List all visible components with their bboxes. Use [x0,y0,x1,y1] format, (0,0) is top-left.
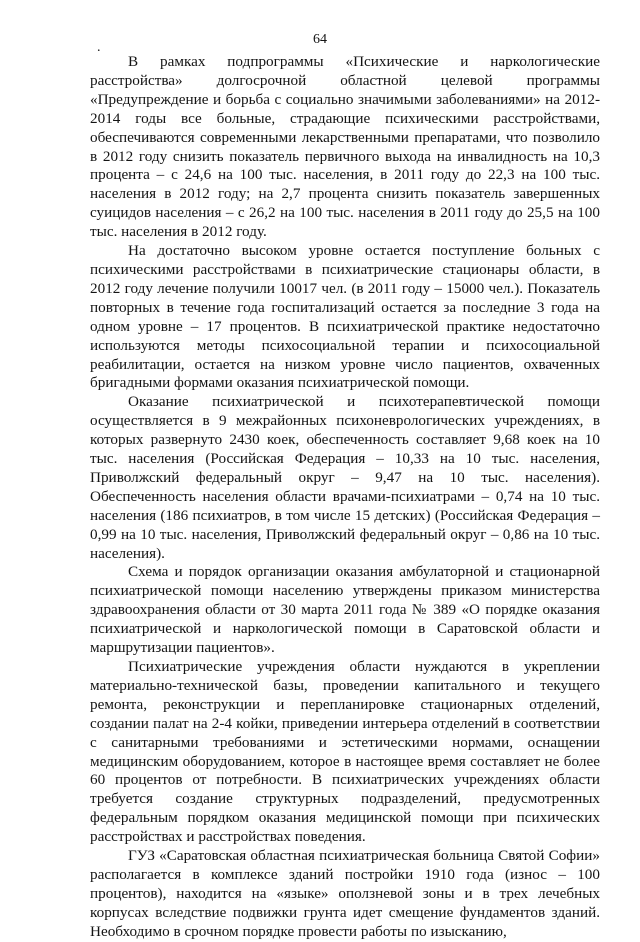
paragraph-psychiatric-care: Оказание психиатрической и психотерапевтической помощи осуществляется в 9 межрайонных психоневрологических учреждениях, в которых развернуто 2430 коек, обеспеченность составляет 9,68 коек на 10 тыс. населения (Российская Федерация – 10,33 на 10 тыс. населения, Приволжский федеральный округ – 9,47 на 10 тыс. населения). Обеспеченность населения области врачами-психиатрами – 0,74 на 10 тыс. населения (186 психиатров, в том числе 15 детских) (Российская Федерация – 0,99 на 10 тыс. населения, Приволжский федеральный округ – 0,86 на 10 тыс. населения). [90,393,600,562]
paragraph-care-scheme: Схема и порядок организации оказания амбулаторной и стационарной психиатрической помощи населению утверждены приказом министерства здравоохранения области от 30 марта 2011 года № 389 «О порядке оказания психиатрической и наркологической помощи в Саратовской области и маршрутизации пациентов». [90,563,600,657]
document-body [90,53,600,942]
scan-mark: . [97,40,101,55]
paragraph-hospital-sofia: ГУЗ «Саратовская областная психиатрическая больница Святой Софии» располагается в комплексе зданий постройки 1910 года (износ – 100 процентов), находится на «языке» оползневой зоны и в трех лечебных корпусах вследствие подвижки грунта идет смещение фундаментов зданий. Необходимо в срочном порядке провести работы по изысканию, [90,847,600,940]
paragraph-program: В рамках подпрограммы «Психические и наркологические расстройства» долгосрочной областной целевой программы «Предупреждение и борьба с социально значимыми заболеваниями» на 2012-2014 годы все больные, страдающие психическими расстройствами, обеспечиваются современными лекарственными препаратами, что позволило в 2012 году снизить показатель первичного выхода на инвалидность на 10,3 процента – с 24,6 на 100 тыс. населения, в 2011 году до 22,3 на 100 тыс. населения в 2012 году; на 2,7 процента снизить показатель завершенных суицидов населения – с 26,2 на 100 тыс. населения в 2011 году до 25,5 на 100 тыс. населения в 2012 году. [90,53,600,241]
page-number: 64 [313,32,327,47]
paragraph-infrastructure-needs: Психиатрические учреждения области нуждаются в укреплении материально-технической базы, проведении капитального и текущего ремонта, реконструкции и перепланировке стационарных отделений, создании палат на 2-4 койки, приведении интерьера отделений в соответствии с санитарными требованиями и эстетическими нормами, оснащении медицинским оборудованием, которое в настоящее время составляет не более 60 процентов от потребности. В психиатрических учреждениях области требуется создание структурных подразделений, предусмотренных федеральным порядком оказания медицинской помощи при психических расстройствах и расстройствах поведения. [90,658,600,846]
paragraph-hospitalization: На достаточно высоком уровне остается поступление больных с психическими расстройствами в психиатрические стационары области, в 2012 году лечение получили 10017 чел. (в 2011 году – 15000 чел.). Показатель повторных в течение года госпитализаций остается за последние 3 года на одном уровне – 17 процентов. В психиатрической практике недостаточно используются методы психосоциальной терапии и психосоциальной реабилитации, остается на низком уровне число пациентов, охваченных бригадными формами оказания психиатрической помощи. [90,242,600,392]
